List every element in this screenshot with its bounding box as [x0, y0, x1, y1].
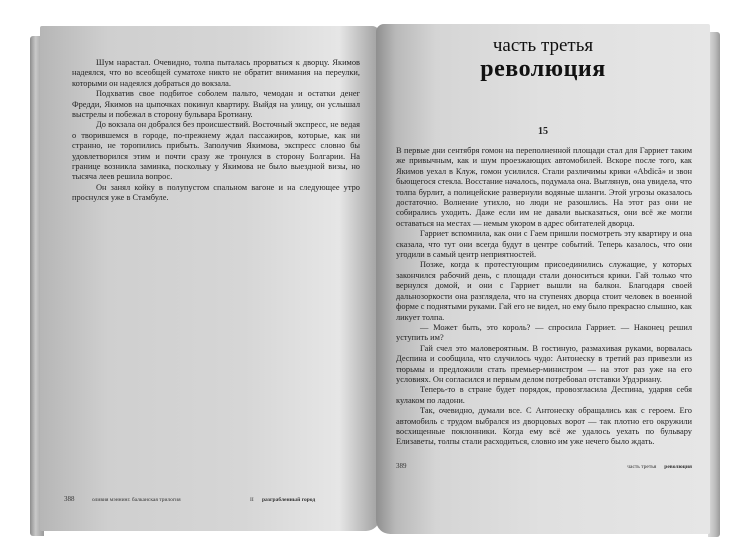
running-head-book-title: разграбленный город — [262, 497, 316, 503]
running-head-author: оливия мэннинг. балканская трилогия — [92, 497, 181, 503]
paragraph: Теперь-то в стране будет порядок, провозгласила Деспина, ударяя себя кулаком по ладони. — [396, 385, 692, 405]
running-head-part-numeral: II — [250, 497, 254, 503]
right-page — [376, 24, 710, 534]
paragraph: В первые дни сентября гомон на переполненной площади стал для Гарриет таким же привычным, как и шум проезжающих автомобилей. Вскоре после того, как Якимов уехал в Клуж, гомон усилился. Стали различимы крики «Abdică» и звон бьющегося стекла. Восстание началось, подумала она. Выглянув, она увидела, что толпа бурлит, а полицейские развернули водяные шланги. Этой угрозы оказалось достаточно. Волнение утихло, но люди не разошлись. На этот раз они не собирались уходить. Даже если им не давали высказаться, они всё же могли оставаться на местах — немым укором в адрес обитателей дворца. — [396, 146, 692, 228]
paragraph: Гай счел это маловероятным. В гостиную, размахивая руками, ворвалась Деспина и сообщила, что случилось чудо: Антонеску в третий раз привезли из тюрьмы и предложили стать премьер-министром — на этот раз уже на его условиях. Он согласился и первым делом потребовал отставки Урдэриану. — [396, 343, 692, 384]
left-page-text — [72, 58, 360, 204]
paragraph: Гарриет вспомнила, как они с Гаем пришли посмотреть эту квартиру и она сказала, что тут они всегда будут в центре событий. Теперь казалось, что они угодили в самый центр неприятностей. — [396, 229, 692, 260]
left-page — [40, 26, 380, 531]
part-heading — [436, 36, 650, 82]
paragraph: До вокзала он добрался без происшествий. Восточный экспресс, не ведая о творившемся в городе, по-прежнему ждал пассажиров, которые, как ни странно, не торопились прибыть. Заполучив Якимова, экспресс словно бы удовлетворился этим и почти сразу же тронулся в сторону Болгарии. На границе возникла заминка, поскольку у Якимова не было выездной визы, но тысяча леев решила вопрос. — [72, 120, 360, 182]
part-title: революция — [480, 56, 606, 82]
part-label: часть третья — [492, 35, 594, 56]
right-page-footer — [396, 462, 692, 471]
running-head-part-title: революция — [664, 463, 692, 470]
open-book — [30, 22, 720, 547]
paragraph: Так, очевидно, думали все. С Антонеску обращались как с героем. Его автомобиль с трудом выбрался из дворцовых ворот — так плотно его окружили восхищенные поклонники. Когда ему всё же удалось уехать по бульвару Елизаветы, толпы стали расходиться, словно им уже нечего было ждать. — [396, 406, 692, 447]
page-number: 389 — [396, 461, 407, 470]
paragraph: Шум нарастал. Очевидно, толпа пыталась прорваться к дворцу. Якимов надеялся, что во всеобщей суматохе никто не обратит внимания на переулки, которыми он надеялся добраться до вокзала. — [72, 58, 360, 88]
paragraph: Позже, когда к протестующим присоединились служащие, у которых закончился рабочий день, с площади стали доноситься крики. Гай только что вернулся домой, и они с Гарриет вышли на балкон. Благодаря своей дальнозоркости она разглядела, что на ступенях дворца стоит человек в военной форме с поднятыми руками. Гай его не видел, но ему было прекрасно слышно, как ликует толпа. — [396, 260, 692, 322]
page-number: 388 — [64, 495, 75, 503]
right-page-text — [396, 146, 692, 448]
paragraph: Он занял койку в полупустом спальном вагоне и на следующее утро проснулся уже в Стамбуле. — [72, 182, 360, 203]
paragraph: Подхватив свое подбитое соболем пальто, чемодан и остатки денег Фредди, Якимов на цыпочках покинул квартиру. Выйдя на улицу, он услышал выстрелы и побежал в сторону бульвара Бротиану. — [72, 89, 360, 120]
running-head-part-label: часть третья — [627, 463, 657, 470]
paragraph: — Может быть, это король? — спросила Гарриет. — Наконец решил уступить им? — [396, 322, 692, 343]
chapter-number: 15 — [538, 126, 548, 137]
